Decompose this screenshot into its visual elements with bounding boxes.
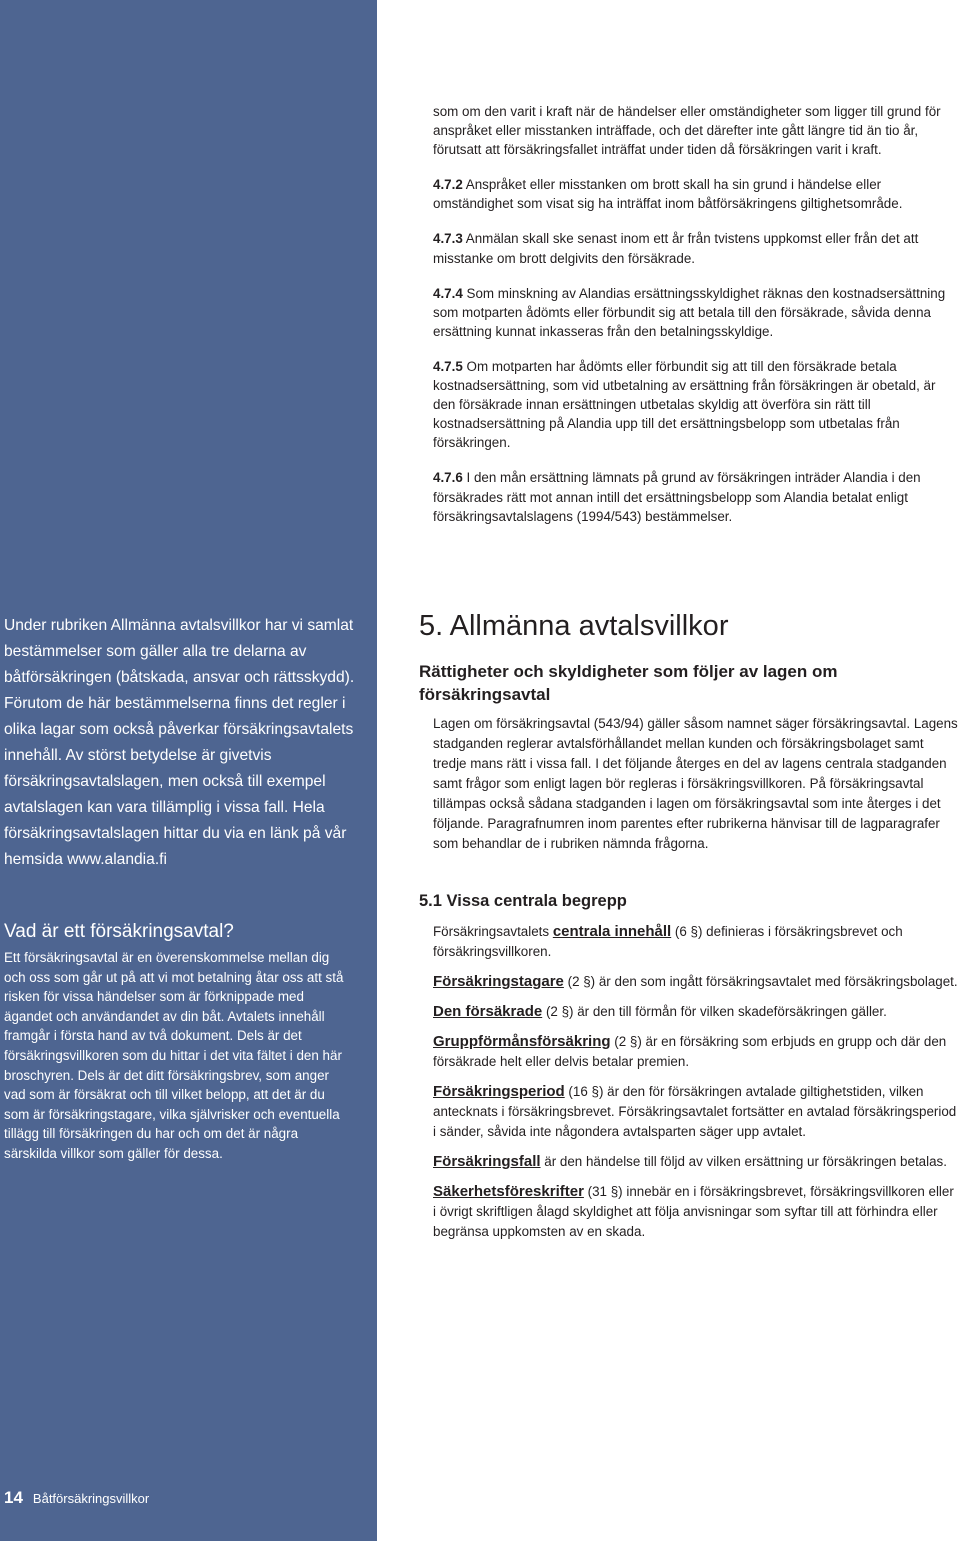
definition-text: är den händelse till följd av vilken ersättning ur försäkringen betalas. bbox=[540, 1154, 947, 1169]
definition-item bbox=[433, 972, 960, 992]
definition-text: (31 §) innebär en i försäkringsbrevet, försäkringsvillkoren eller i övrigt skriftligen ålagd skyldighet att följa anvisningar som syftar till att förhindra eller begränsa uppkomsten av en skada. bbox=[433, 1184, 954, 1239]
definition-item bbox=[433, 1032, 960, 1072]
definition-term: centrala innehåll bbox=[552, 923, 672, 940]
definitions-list bbox=[433, 922, 960, 1252]
sidebar-heading: Vad är ett försäkringsavtal? bbox=[4, 921, 234, 942]
definition-text: (6 §) definieras i försäkringsbrevet och försäkringsvillkoren. bbox=[433, 924, 903, 959]
sidebar-body-text: Ett försäkringsavtal är en överenskommelse mellan dig och oss som går ut på att vi mot betalning åtar oss att stå risken för vissa händelser som är förknippade med ägandet och användandet av din båt. Avtalets innehåll framgår i första hand av två dokument. Dels är det försäkringsvillkoren som du hittar i det vita fältet i den här broschyren. Dels är det ditt försäkringsbrev, som anger vad som är försäkrat och till vilket belopp, att det är du som är försäkringstagare, vilka självrisker och eventuella tillägg till försäkringen du har och om det är några särskilda villkor som gäller för dessa. bbox=[4, 950, 344, 1161]
continuation-paragraph: som om den varit i kraft när de händelser eller omständigheter som ligger till grund för anspråket eller misstanken inträffade, och det därefter inte gått längre tid än tio år, förutsatt att försäkringsfallet inträffat under tiden då försäkringen varit i kraft. bbox=[433, 104, 941, 158]
clause-number: 4.7.6 bbox=[433, 470, 463, 486]
clause-text: I den mån ersättning lämnats på grund av försäkringen inträder Alandia i den försäkrades rätt mot annan intill det ersättningsbelopp som Alandia betalat enligt försäkringsavtalslagens (1994/543) bestämmelser. bbox=[433, 470, 921, 524]
definition-term: Gruppförmånsförsäkring bbox=[433, 1033, 611, 1050]
definition-item bbox=[433, 922, 960, 962]
clause-paragraph bbox=[433, 175, 959, 213]
clause-text: Anmälan skall ske senast inom ett år från tvistens uppkomst eller från det att misstanke om brott delgivits den försäkrade. bbox=[433, 231, 919, 266]
definition-text: (16 §) är den för försäkringen avtalade giltighetstiden, vilken antecknats i försäkringsbrevet. Försäkringsavtalet fortsätter en avtalad försäkringsperiod i sänder, såvida inte någondera avtalsparten säger upp avtalet. bbox=[433, 1084, 957, 1139]
definition-item bbox=[433, 1182, 960, 1242]
definition-item bbox=[433, 1152, 960, 1172]
clause-text: Anspråket eller misstanken om brott skall ha sin grund i händelse eller omständighet som visat sig ha inträffat inom båtförsäkringens giltighetsområde. bbox=[433, 177, 903, 212]
clause-number: 4.7.5 bbox=[433, 358, 463, 374]
clause-number: 4.7.4 bbox=[433, 285, 463, 301]
page-number: 14 bbox=[4, 1488, 23, 1507]
clause-text: Som minskning av Alandias ersättningsskyldighet räknas den kostnadsersättning som motparten ådömts eller förbundit sig att betala till den försäkrade, såvida denna ersättning kunnat inkasseras från den betalningsskyldige. bbox=[433, 285, 946, 339]
clause-text: Om motparten har ådömts eller förbundit sig att till den försäkrade betala kostnadsersättning, som vid utbetalning av ersättning från försäkringen är obetald, är den försäkrade innan ersättningen utbetalas skyldig att överföra sin rätt till kostnadsersättning på Alandia upp till det ersättningsbelopp som utbetalas från försäkringen. bbox=[433, 358, 936, 451]
section-subtitle: Rättigheter och skyldigheter som följer av lagen om försäkringsavtal bbox=[419, 662, 838, 704]
main-column-top bbox=[433, 102, 959, 542]
definition-text: (2 §) är den till förmån för vilken skadeförsäkringen gäller. bbox=[542, 1004, 887, 1019]
definition-term: Försäkringsfall bbox=[433, 1153, 541, 1170]
clause-number: 4.7.2 bbox=[433, 177, 463, 193]
definition-item bbox=[433, 1082, 960, 1142]
clause-paragraph bbox=[433, 357, 959, 452]
subsection-title: 5.1 Vissa centrala begrepp bbox=[419, 892, 627, 910]
clause-paragraph bbox=[433, 284, 959, 341]
clause-number: 4.7.3 bbox=[433, 231, 463, 247]
page-footer bbox=[4, 1488, 149, 1509]
section-title: 5. Allmänna avtalsvillkor bbox=[419, 610, 729, 642]
sidebar-intro-text: Under rubriken Allmänna avtalsvillkor har vi samlat bestämmelser som gäller alla tre delarna av båtförsäkringen (båtskada, ansvar och rättsskydd). Förutom de här bestämmelserna finns det regler i olika lagar som också påverkar försäkringsavtalets innehåll. Av störst betydelse är givetvis försäkringsavtalslagen, men också till exempel avtalslagen kan vara tillämplig i vissa fall. Hela försäkringsavtalslagen hittar du via en länk på vår hemsida www.alandia.fi bbox=[4, 617, 355, 868]
definition-term: Den försäkrade bbox=[433, 1003, 543, 1020]
definition-text: (2 §) är en försäkring som erbjuds en grupp och där den försäkrade helt eller delvis betalar premien. bbox=[433, 1034, 947, 1069]
clause-paragraph bbox=[433, 468, 959, 525]
definition-term: Försäkringstagare bbox=[433, 973, 564, 990]
clause-paragraph bbox=[433, 229, 959, 267]
sidebar-panel bbox=[0, 0, 377, 1541]
definition-term: Säkerhetsföreskrifter bbox=[433, 1183, 584, 1200]
section-intro-paragraph: Lagen om försäkringsavtal (543/94) gäller såsom namnet säger försäkringsavtal. Lagens stadganden reglerar avtalsförhållandet mellan kunden och försäkringsbolaget samt tredje mans rätt i vissa fall. I det följande återges en del av lagens centrala stadganden samt frågor som enligt lagen bör regleras i försäkringsvillkoren. På försäkringsavtal tillämpas också sådana stadganden i lagen om försäkringsavtal som inte återges i det följande. Paragrafnumren inom parentes efter rubrikerna hänvisar till de lagparagrafer som behandlar de i rubriken nämnda frågorna. bbox=[433, 716, 958, 851]
definition-item bbox=[433, 1002, 960, 1022]
definition-prefix: Försäkringsavtalets bbox=[433, 924, 553, 939]
definition-term: Försäkringsperiod bbox=[433, 1083, 565, 1100]
definition-text: (2 §) är den som ingått försäkringsavtalet med försäkringsbolaget. bbox=[563, 974, 958, 989]
document-title: Båtförsäkringsvillkor bbox=[32, 1491, 150, 1506]
